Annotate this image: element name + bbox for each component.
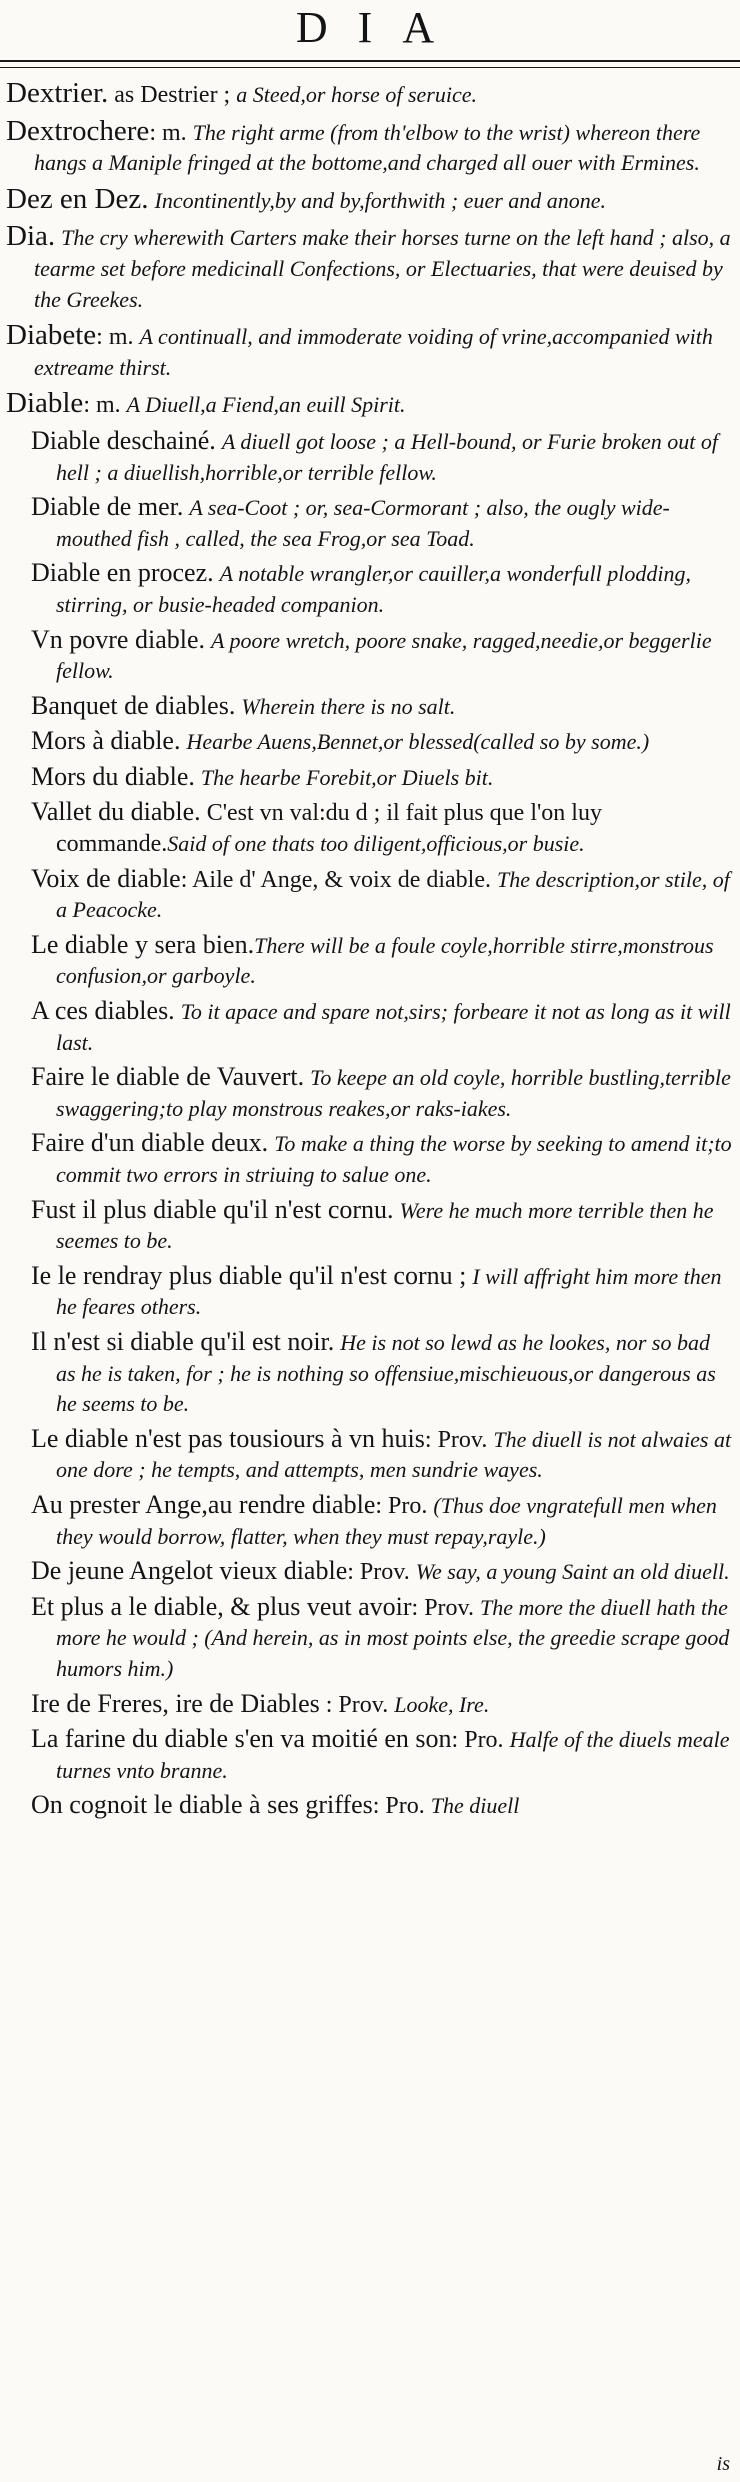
dictionary-entry [6, 78, 732, 111]
entry-headword: Banquet de diables. [31, 690, 236, 720]
entry-headword: Diable deschainé. [31, 425, 216, 455]
entry-headword: Fust il plus diable qu'il n'est cornu. [31, 1194, 394, 1224]
sub-entry [6, 1592, 732, 1685]
entry-definition: Wherein there is no salt. [241, 693, 456, 719]
entry-definition: A sea-Coot ; or, sea-Cormorant ; also, the ougly wide-mouthed fish , called, the sea Frog,or sea Toad. [56, 495, 670, 551]
running-head: DIA [295, 3, 465, 52]
entry-headword: Ie le rendray plus diable qu'il n'est cornu ; [31, 1260, 467, 1290]
entry-headword: La farine du diable s'en va moitié en son [31, 1724, 452, 1754]
entry-grammar: : Pro. [375, 1492, 434, 1519]
entry-grammar: : Prov. [347, 1559, 416, 1586]
entry-headword: Dez en Dez. [6, 182, 149, 215]
sub-entry [6, 1689, 732, 1721]
entries-column [6, 78, 732, 1826]
entry-definition: The diuell is not alwaies at one dore ; he tempts, and attempts, men sundrie wayes. [56, 1426, 732, 1483]
entry-definition: Said of one thats too diligent,officious,or busie. [167, 831, 585, 857]
entry-definition: The description,or stile, of a Peacocke. [56, 866, 730, 923]
entry-grammar: as Destrier ; [108, 82, 237, 108]
entry-grammar: : Prov. [319, 1691, 395, 1718]
sub-entry [6, 691, 732, 723]
entry-headword: Diable en procez. [31, 558, 214, 588]
entry-definition: The more the diuell hath the more he would ; (And herein, as in most points else, the greedie scrape good humors him.) [56, 1594, 730, 1681]
entry-definition: A notable wrangler,or cauiller,a wonderfull plodding, stirring, or busie-headed companion. [56, 561, 692, 617]
sub-entry [6, 625, 732, 687]
entry-headword: Diable de mer. [31, 492, 184, 522]
entry-definition: Were he much more terrible then he seemes to be. [56, 1197, 714, 1254]
entry-headword: A ces diables. [31, 996, 175, 1026]
entry-grammar: : Pro. [451, 1727, 510, 1754]
entry-definition: To it apace and spare not,sirs; forbeare it not as long as it will last. [56, 999, 731, 1055]
entry-grammar: : m. [83, 392, 127, 419]
entry-definition: A diuell got loose ; a Hell-bound, or Furie broken out of hell ; a diuellish,horrible,or terrible fellow. [56, 428, 718, 485]
sub-entry [6, 558, 732, 620]
entry-definition: There will be a foule coyle,horrible stirre,monstrous confusion,or garboyle. [56, 932, 714, 989]
dictionary-entry [6, 388, 732, 421]
entry-headword: Et plus a le diable, & plus veut avoir [31, 1591, 412, 1621]
sub-entry [6, 726, 732, 758]
sub-entry [6, 762, 732, 794]
dictionary-entry [6, 221, 732, 315]
entry-definition: The cry wherewith Carters make their horses turne on the left hand ; also, a tearme set before medicinall Confections, or Electuaries, that were deuised by the Greekes. [34, 225, 731, 312]
entry-definition: The hearbe Forebit,or Diuels bit. [200, 764, 494, 790]
entry-definition: A continuall, and immoderate voiding of vrine,accompanied with extreame thirst. [34, 324, 713, 380]
sub-entry [6, 1490, 732, 1552]
sub-entry [6, 1327, 732, 1420]
entry-definition: a Steed,or horse of seruice. [236, 82, 477, 107]
entry-headword: Vallet du diable. [31, 797, 201, 827]
entry-headword: On cognoit le diable à ses griffes [31, 1790, 373, 1820]
entry-headword: Le diable n'est pas tousiours à vn huis [31, 1423, 425, 1453]
entry-headword: De jeune Angelot vieux diable [31, 1556, 348, 1586]
sub-entry [6, 797, 732, 859]
sub-entry [6, 1128, 732, 1190]
entry-headword: Diable [6, 387, 84, 420]
sub-entry [6, 996, 732, 1058]
entry-definition: Looke, Ire. [394, 1691, 490, 1717]
entry-definition: To keepe an old coyle, horrible bustling,terrible swaggering;to play monstrous reakes,or raks-iakes. [56, 1065, 731, 1121]
sub-entry [6, 492, 732, 554]
header-rule [0, 60, 740, 62]
entry-definition: The right arme (from th'elbow to the wrist) whereon there hangs a Maniple fringed at the bottome,and charged all ouer with Ermines. [34, 119, 701, 176]
entry-definition: We say, a young Saint an old diuell. [415, 1559, 730, 1585]
entry-grammar: : Prov. [424, 1426, 494, 1453]
dictionary-entry [6, 116, 732, 179]
sub-entry [6, 1424, 732, 1486]
entry-headword: Mors à diable. [31, 726, 181, 756]
entry-headword: Mors du diable. [31, 761, 195, 791]
sub-entry [6, 930, 732, 992]
entry-definition: A Diuell,a Fiend,an euill Spirit. [126, 392, 406, 418]
entry-grammar: : Prov. [411, 1594, 480, 1621]
entry-definition: (Thus doe vngratefull men when they would borrow, flatter, when they must repay,rayle.) [56, 1492, 717, 1549]
entry-definition: Hearbe Auens,Bennet,or blessed(called so by some.) [186, 729, 650, 755]
entry-definition: A poore wretch, poore snake, ragged,needie,or beggerlie fellow. [56, 627, 712, 684]
sub-entry [6, 1062, 732, 1124]
sub-entry [6, 1724, 732, 1786]
entry-grammar: : Aile d' Ange, & voix de diable. [180, 866, 497, 893]
entry-headword: Le diable y sera bien. [31, 929, 255, 959]
entry-headword: Dextrier. [6, 77, 109, 109]
entry-definition: He is not so lewd as he lookes, nor so bad as he is taken, for ; he is nothing so offensiue,mischieuous,or dangerous as he seems to be. [56, 1329, 716, 1417]
entry-grammar: C'est vn val:du d ; il fait plus que l'on luy commande. [56, 800, 602, 858]
sub-entry [6, 426, 732, 488]
sub-entry [6, 1556, 732, 1588]
entry-grammar: : m. [149, 119, 193, 146]
sub-entry [6, 1195, 732, 1257]
dictionary-entry [6, 320, 732, 383]
entry-definition: The diuell [430, 1793, 520, 1819]
entry-definition: I will affright him more then he feares others. [56, 1263, 722, 1320]
header-rule-thin [0, 67, 740, 68]
entry-headword: Dia. [6, 220, 56, 253]
entry-headword: Il n'est si diable qu'il est noir. [31, 1326, 335, 1356]
entry-headword: Au prester Ange,au rendre diable [31, 1489, 376, 1519]
entry-definition: Halfe of the diuels meale turnes vnto branne. [56, 1727, 730, 1783]
entry-definition: Incontinently,by and by,forthwith ; euer and anone. [154, 187, 607, 213]
entry-headword: Voix de diable [31, 863, 181, 893]
entry-definition: To make a thing the worse by seeking to amend it;to commit two errors in striuing to salue one. [56, 1131, 732, 1187]
entry-headword: Faire le diable de Vauvert. [31, 1062, 305, 1092]
entry-headword: Ire de Freres, ire de Diables [31, 1688, 320, 1718]
sub-entry [6, 1261, 732, 1323]
sub-entry [6, 864, 732, 926]
sub-entry [6, 1790, 732, 1822]
entry-headword: Diabete [6, 319, 97, 352]
entry-grammar: : Pro. [372, 1793, 431, 1820]
catchword: is [716, 2453, 730, 2475]
entry-headword: Vn povre diable. [31, 624, 206, 654]
entry-headword: Faire d'un diable deux. [31, 1128, 269, 1158]
entry-headword: Dextrochere [6, 114, 150, 147]
dictionary-entry [6, 184, 732, 217]
entry-grammar: : m. [96, 324, 140, 351]
